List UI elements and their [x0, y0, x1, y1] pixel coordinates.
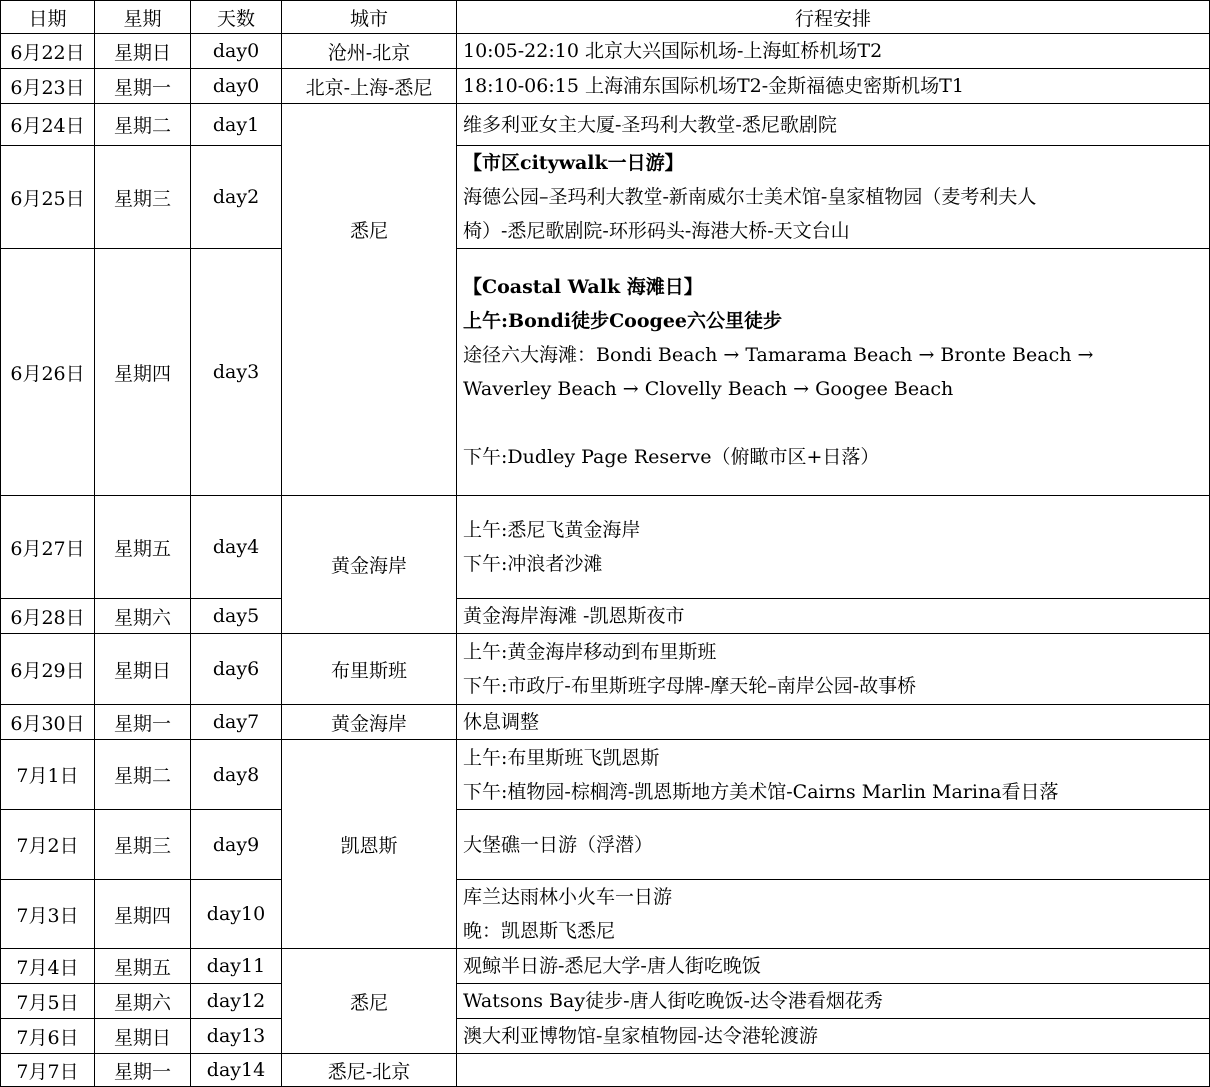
plan-line: 椅）-悉尼歌剧院-环形码头-海港大桥-天文台山	[463, 220, 850, 242]
day-cell: day9	[191, 810, 282, 880]
plan-line: 晚：凯恩斯飞悉尼	[463, 920, 616, 942]
weekday-cell: 星期日	[95, 34, 191, 69]
day-cell: day6	[191, 634, 282, 705]
plan-cell	[457, 740, 1210, 810]
date-cell: 6月29日	[1, 634, 95, 705]
table-row	[1, 104, 1210, 146]
date-cell: 7月3日	[1, 880, 95, 949]
plan-line: 上午:布里斯班飞凯恩斯	[463, 746, 660, 769]
day-cell: day14	[191, 1054, 282, 1087]
city-cell: 黄金海岸	[282, 705, 457, 740]
plan-cell	[457, 599, 1210, 634]
table-row	[1, 810, 1210, 880]
city-cell: 沧州-北京	[282, 34, 457, 69]
date-cell: 6月28日	[1, 599, 95, 634]
plan-line: Waverley Beach → Clovelly Beach → Googee Beach	[463, 378, 954, 400]
table-row	[1, 984, 1210, 1019]
plan-line: 18:10-06:15 上海浦东国际机场T2-金斯福德史密斯机场T1	[463, 75, 964, 97]
weekday-cell: 星期六	[95, 599, 191, 634]
plan-line: 休息调整	[463, 711, 540, 733]
day-cell: day0	[191, 69, 282, 104]
city-cell-merged: 悉尼	[282, 104, 457, 496]
weekday-cell: 星期五	[95, 949, 191, 984]
city-cell: 布里斯班	[282, 634, 457, 705]
header-plan: 行程安排	[457, 1, 1210, 34]
weekday-cell: 星期二	[95, 740, 191, 810]
day-cell: day13	[191, 1019, 282, 1054]
plan-line: 下午:市政厅-布里斯班字母牌-摩天轮–南岸公园-故事桥	[463, 675, 917, 697]
table-row	[1, 705, 1210, 740]
plan-line: 下午:Dudley Page Reserve（俯瞰市区+日落）	[463, 446, 880, 468]
weekday-cell: 星期三	[95, 810, 191, 880]
table-row	[1, 249, 1210, 496]
plan-cell	[457, 146, 1210, 249]
day-cell: day0	[191, 34, 282, 69]
weekday-cell: 星期一	[95, 69, 191, 104]
blank-line	[463, 406, 1209, 440]
weekday-cell: 星期一	[95, 705, 191, 740]
date-cell: 6月22日	[1, 34, 95, 69]
plan-line: 下午:植物园-棕榈湾-凯恩斯地方美术馆-Cairns Marlin Marina看日落	[463, 780, 1059, 803]
date-cell: 7月6日	[1, 1019, 95, 1054]
plan-cell	[457, 496, 1210, 599]
day-cell: day11	[191, 949, 282, 984]
plan-line: 大堡礁一日游（浮潜）	[463, 833, 654, 856]
plan-line: 海德公园–圣玛利大教堂-新南威尔士美术馆-皇家植物园（麦考利夫人	[463, 186, 1037, 208]
weekday-cell: 星期日	[95, 1019, 191, 1054]
plan-line: 维多利亚女主大厦-圣玛利大教堂-悉尼歌剧院	[463, 113, 837, 136]
table-row	[1, 69, 1210, 104]
table-row	[1, 880, 1210, 949]
plan-line: 黄金海岸海滩 -凯恩斯夜市	[463, 605, 685, 627]
day-cell: day10	[191, 880, 282, 949]
city-cell-merged: 悉尼	[282, 949, 457, 1054]
day-cell: day12	[191, 984, 282, 1019]
plan-line: 【市区citywalk一日游】	[463, 152, 684, 174]
table-row	[1, 740, 1210, 810]
table-row	[1, 949, 1210, 984]
plan-cell	[457, 69, 1210, 104]
table-row	[1, 1054, 1210, 1087]
plan-line: 上午:悉尼飞黄金海岸	[463, 519, 641, 541]
plan-line: 【Coastal Walk 海滩日】	[463, 276, 703, 298]
header-date: 日期	[1, 1, 95, 34]
weekday-cell: 星期四	[95, 880, 191, 949]
plan-line: 库兰达雨林小火车一日游	[463, 886, 673, 908]
plan-line: 上午:黄金海岸移动到布里斯班	[463, 641, 717, 663]
plan-cell	[457, 34, 1210, 69]
table-row	[1, 1019, 1210, 1054]
plan-cell	[457, 984, 1210, 1019]
plan-line: 澳大利亚博物馆-皇家植物园-达令港轮渡游	[463, 1025, 818, 1047]
header-city: 城市	[282, 1, 457, 34]
plan-cell	[457, 634, 1210, 705]
plan-cell	[457, 1019, 1210, 1054]
day-cell: day1	[191, 104, 282, 146]
plan-line: Watsons Bay徒步-唐人街吃晚饭-达令港看烟花秀	[463, 990, 883, 1012]
date-cell: 6月23日	[1, 69, 95, 104]
header-day: 天数	[191, 1, 282, 34]
date-cell: 7月4日	[1, 949, 95, 984]
city-cell: 悉尼-北京	[282, 1054, 457, 1087]
weekday-cell: 星期二	[95, 104, 191, 146]
plan-cell	[457, 880, 1210, 949]
plan-cell	[457, 810, 1210, 880]
plan-cell	[457, 705, 1210, 740]
weekday-cell: 星期三	[95, 146, 191, 249]
table-row	[1, 146, 1210, 249]
weekday-cell: 星期六	[95, 984, 191, 1019]
plan-line: 下午:冲浪者沙滩	[463, 553, 603, 575]
day-cell: day3	[191, 249, 282, 496]
plan-line: 途径六大海滩：Bondi Beach → Tamarama Beach → Bronte Beach →	[463, 344, 1094, 366]
date-cell: 7月2日	[1, 810, 95, 880]
city-cell-merged: 凯恩斯	[282, 740, 457, 949]
date-cell: 7月1日	[1, 740, 95, 810]
day-cell: day8	[191, 740, 282, 810]
plan-cell	[457, 1054, 1210, 1087]
date-cell: 7月7日	[1, 1054, 95, 1087]
day-cell: day5	[191, 599, 282, 634]
table-row	[1, 496, 1210, 599]
date-cell: 6月26日	[1, 249, 95, 496]
header-row	[1, 1, 1210, 34]
day-cell: day7	[191, 705, 282, 740]
day-cell: day4	[191, 496, 282, 599]
weekday-cell: 星期四	[95, 249, 191, 496]
plan-line: 观鲸半日游-悉尼大学-唐人街吃晚饭	[463, 955, 761, 977]
date-cell: 7月5日	[1, 984, 95, 1019]
plan-line: 上午:Bondi徒步Coogee六公里徒步	[463, 310, 782, 332]
table-row	[1, 599, 1210, 634]
weekday-cell: 星期一	[95, 1054, 191, 1087]
date-cell: 6月27日	[1, 496, 95, 599]
date-cell: 6月30日	[1, 705, 95, 740]
table-row	[1, 34, 1210, 69]
city-cell: 北京-上海-悉尼	[282, 69, 457, 104]
weekday-cell: 星期五	[95, 496, 191, 599]
table-row	[1, 634, 1210, 705]
date-cell: 6月25日	[1, 146, 95, 249]
header-weekday: 星期	[95, 1, 191, 34]
plan-cell	[457, 104, 1210, 146]
plan-cell	[457, 949, 1210, 984]
city-cell-merged: 黄金海岸	[282, 496, 457, 634]
plan-cell	[457, 249, 1210, 496]
day-cell: day2	[191, 146, 282, 249]
plan-line: 10:05-22:10 北京大兴国际机场-上海虹桥机场T2	[463, 40, 883, 62]
weekday-cell: 星期日	[95, 634, 191, 705]
date-cell: 6月24日	[1, 104, 95, 146]
